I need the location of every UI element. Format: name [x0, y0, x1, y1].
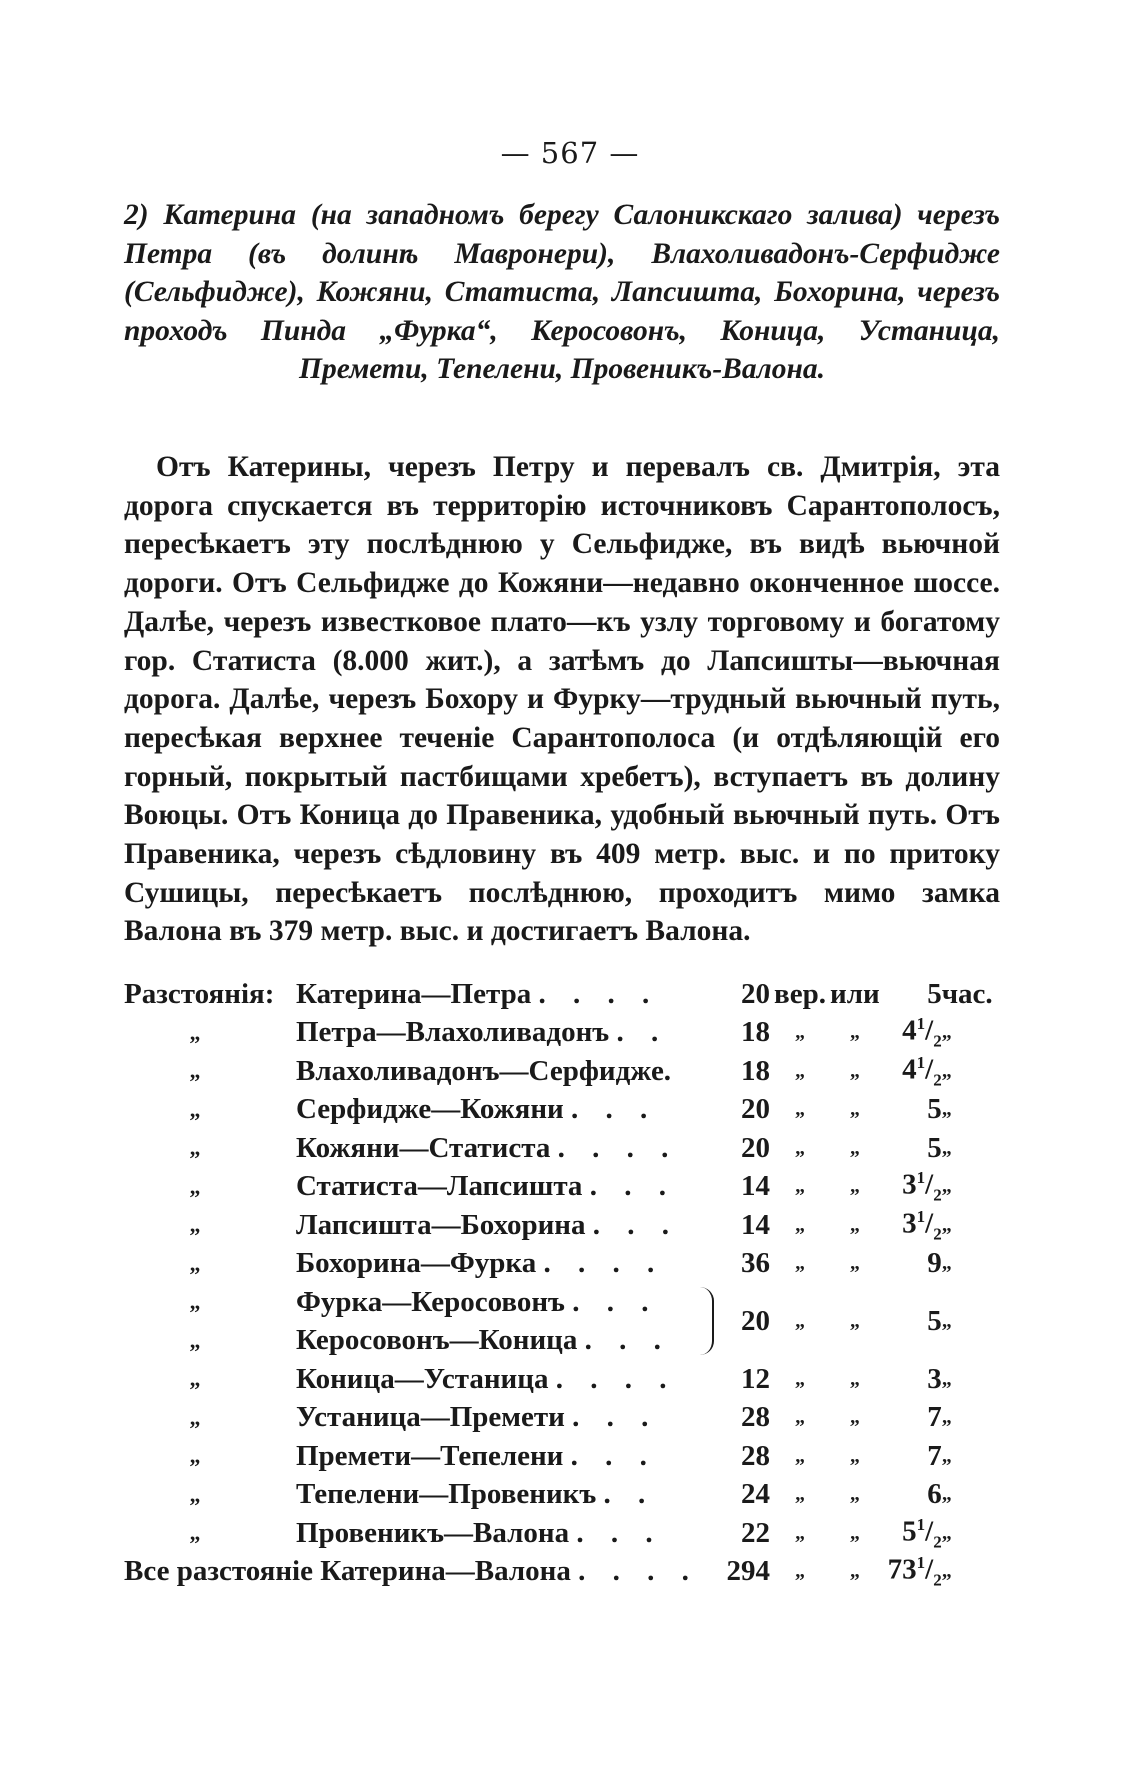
hours-int: 73	[887, 1553, 917, 1586]
ditto-mark: „	[189, 1289, 201, 1315]
segment-name: Тепелени—Провеникъ	[296, 1478, 597, 1511]
page-number: — 567 —	[500, 136, 640, 170]
ditto-mark: „	[941, 1136, 952, 1159]
versts-value: 18	[741, 1054, 770, 1087]
segment-name: Лапсишта—Бохорина	[296, 1208, 586, 1241]
leader-dots: . . . .	[557, 1131, 679, 1164]
route-segment	[296, 1091, 706, 1130]
route-segment	[296, 975, 706, 1014]
ditto-mark: „	[941, 1367, 952, 1390]
leader-dots: . . .	[572, 1401, 659, 1434]
leader-dots: . .	[616, 1016, 669, 1049]
hours-value: 5	[927, 977, 942, 1010]
hours-int: 5	[902, 1515, 917, 1548]
table-row	[124, 1245, 1004, 1284]
versts-value: 28	[741, 1439, 770, 1472]
route-segment	[296, 1514, 706, 1553]
hours-value: 6	[927, 1478, 942, 1511]
route-segment	[296, 1168, 706, 1207]
ditto-mark: „	[795, 1367, 805, 1390]
ditto-mark: „	[189, 1250, 201, 1276]
table-row	[124, 1014, 1004, 1053]
frac-den: 2	[933, 1223, 942, 1243]
versts-value: 14	[741, 1170, 770, 1203]
ditto-mark: „	[849, 1444, 860, 1467]
ditto-mark: „	[795, 1406, 805, 1429]
total-label	[124, 1553, 706, 1592]
ditto-mark: „	[795, 1310, 805, 1332]
versts-value: 28	[741, 1401, 770, 1434]
leader-dots: . . .	[572, 1285, 659, 1318]
segment-name: Керосовонъ—Коница	[296, 1324, 578, 1357]
segment-name: Серфидже—Кожяни	[296, 1093, 564, 1126]
total-hours: $73^1/_2$	[887, 1553, 942, 1590]
versts-value	[706, 1283, 770, 1360]
segment-name: Статиста—Лапсишта	[296, 1170, 583, 1203]
ditto-mark: „	[795, 1175, 805, 1198]
table-row	[124, 1129, 1004, 1168]
route-segment	[296, 1322, 706, 1361]
table-row	[124, 1052, 1004, 1091]
ditto-mark: „	[941, 1059, 952, 1082]
frac-den: 2	[933, 1570, 942, 1590]
ditto-mark: „	[189, 1212, 201, 1238]
hours-value: $3^1/_2$	[902, 1168, 942, 1205]
segment-name: Коница—Устаница	[296, 1362, 549, 1395]
route-segment	[296, 1129, 706, 1168]
versts-value: 14	[741, 1208, 770, 1241]
segment-name: Премети—Тепелени	[296, 1439, 564, 1472]
versts-value: 24	[741, 1478, 770, 1511]
versts-value: 18	[741, 1016, 770, 1049]
leader-dots: . . .	[576, 1516, 663, 1549]
frac-num: 1	[916, 1014, 926, 1034]
hours-int: 4	[902, 1014, 917, 1047]
ditto-mark: „	[941, 1310, 952, 1332]
leader-dots: . . . .	[538, 977, 660, 1010]
frac-den: 2	[933, 1531, 942, 1551]
hours-value: $3^1/_2$	[902, 1206, 942, 1243]
versts-value: 20	[741, 1093, 770, 1126]
ditto-mark: „	[941, 1521, 952, 1544]
hours-value: 5	[927, 1131, 942, 1164]
hours-value: $4^1/_2$	[902, 1052, 942, 1089]
ditto-mark: „	[941, 1021, 952, 1044]
ditto-mark: „	[849, 1175, 860, 1198]
ditto-mark: „	[849, 1521, 860, 1544]
ditto-mark: „	[849, 1367, 860, 1390]
hours-value: $4^1/_2$	[902, 1014, 942, 1051]
hours-value: 9	[927, 1247, 942, 1280]
ditto-mark: „	[849, 1483, 860, 1506]
ditto-mark: „	[849, 1252, 860, 1275]
ditto-mark: „	[189, 1096, 201, 1122]
segment-name: Бохорина—Фурка	[296, 1247, 537, 1280]
table-row	[124, 1476, 1004, 1515]
table-row	[124, 1168, 1004, 1207]
segment-name: Влахоливадонъ—Серфидже.	[296, 1054, 672, 1087]
ditto-mark: „	[189, 1135, 201, 1161]
leader-dots: . . .	[584, 1324, 671, 1357]
versts-value: 12	[741, 1362, 770, 1395]
frac-den: 2	[933, 1069, 942, 1089]
ditto-mark: „	[189, 1058, 201, 1084]
ditto-mark: „	[941, 1444, 952, 1467]
frac-num: 1	[916, 1514, 926, 1534]
frac-den: 2	[933, 1185, 942, 1205]
hours-value: 5	[927, 1093, 942, 1126]
ditto-mark: „	[795, 1098, 805, 1121]
ditto-mark: „	[941, 1406, 952, 1429]
ditto-mark: „	[189, 1481, 201, 1507]
hours-unit: час.	[941, 977, 993, 1010]
segment-name: Фурка—Керосовонъ	[296, 1285, 565, 1318]
versts-unit: вер.	[774, 977, 826, 1010]
hours-value: 5	[927, 1305, 942, 1337]
hours-value: $5^1/_2$	[902, 1514, 942, 1551]
ditto-mark: „	[849, 1021, 860, 1044]
table-row	[124, 1283, 1004, 1322]
route-heading: 2) Катерина (на западномъ берегу Салоникскаго залива) черезъ Петра (въ долинѣ Мавронери), Влахоливадонъ-Серфидже (Сельфидже), Кожяни, Статиста, Лапсишта, Бохорина, черезъ проходъ Пинда „Фурка“, Керосовонъ, Коница, Устаница, Премети, Тепелени, Провеникъ-Валона.	[124, 199, 1000, 386]
leader-dots: . . .	[571, 1093, 658, 1126]
ditto-mark: „	[795, 1021, 805, 1044]
segment-name: Кожяни—Статиста	[296, 1131, 551, 1164]
hours-int: 3	[902, 1168, 917, 1201]
frac-num: 1	[916, 1553, 926, 1573]
ditto-mark: „	[189, 1443, 201, 1469]
versts-value: 36	[741, 1247, 770, 1280]
ditto-mark: „	[795, 1136, 805, 1159]
ditto-mark: „	[941, 1098, 952, 1121]
segment-name: Провеникъ—Валона	[296, 1516, 570, 1549]
leader-dots: . . .	[589, 1170, 676, 1203]
total-versts: 294	[726, 1555, 770, 1588]
versts-value: 22	[741, 1516, 770, 1549]
frac-num: 1	[916, 1168, 926, 1188]
ditto-mark: „	[941, 1560, 952, 1583]
ditto-mark: „	[189, 1366, 201, 1392]
leader-dots: . . .	[592, 1208, 679, 1241]
route-segment	[296, 1052, 706, 1091]
table-row	[124, 1091, 1004, 1130]
distances-label: Разстоянія:	[124, 977, 275, 1010]
segment-name: Устаница—Премети	[296, 1401, 565, 1434]
ditto-mark: „	[849, 1310, 860, 1332]
hours-int: 4	[902, 1053, 917, 1086]
route-segment	[296, 1245, 706, 1284]
table-row	[124, 1399, 1004, 1438]
ditto-mark: „	[189, 1327, 201, 1353]
leader-dots: . . .	[570, 1439, 657, 1472]
hours-value: 7	[927, 1439, 942, 1472]
route-description: Отъ Катерины, черезъ Петру и перевалъ св. Дмитрія, эта дорога спускается въ территорію источниковъ Сарантополосъ, пересѣкаетъ эту послѣднюю у Сельфидже, въ видѣ вьючной дороги. Отъ Сельфидже до Кожяни—недавно оконченное шоссе. Далѣе, черезъ известковое плато—къ узлу торговому и богатому гор. Статиста (8.000 жит.), а затѣмъ до Лапсишты—вьючная дорога. Далѣе, черезъ Бохору и Фурку—трудный вьючный путь, пересѣкая верхнее теченіе Сарантополоса (и отдѣляющій его горный, покрытый пастбищами хребетъ), вступаетъ въ долину Воюцы. Отъ Коница до Правеника, удобный вьючный путь. Отъ Правеника, черезъ сѣдловину въ 409 метр. выс. и по притоку Сушицы, пересѣкаетъ послѣднюю, проходитъ мимо замка Валона въ 379 метр. выс. и достигаетъ Валона.	[124, 451, 1000, 948]
ditto-mark: „	[941, 1175, 952, 1198]
brace-icon	[698, 1287, 714, 1355]
frac-num: 1	[916, 1206, 926, 1226]
frac-num: 1	[916, 1052, 926, 1072]
ditto-mark: „	[795, 1059, 805, 1082]
total-text: Все разстояніе Катерина—Валона	[124, 1555, 571, 1588]
route-segment	[296, 1360, 706, 1399]
connector-word: или	[830, 977, 880, 1010]
ditto-mark: „	[795, 1560, 805, 1583]
route-segment	[296, 1437, 706, 1476]
route-segment	[296, 1399, 706, 1438]
ditto-mark: „	[941, 1213, 952, 1236]
ditto-mark: „	[189, 1019, 201, 1045]
ditto-mark: „	[189, 1404, 201, 1430]
ditto-mark: „	[795, 1483, 805, 1506]
ditto-mark: „	[795, 1521, 805, 1544]
route-segment	[296, 1476, 706, 1515]
versts-value: 20	[741, 1131, 770, 1164]
hours-value: 7	[927, 1401, 942, 1434]
segment-name: Петра—Влахоливадонъ	[296, 1016, 610, 1049]
ditto-mark: „	[941, 1483, 952, 1506]
ditto-mark: „	[849, 1136, 860, 1159]
ditto-mark: „	[189, 1520, 201, 1546]
ditto-mark: „	[849, 1098, 860, 1121]
ditto-mark: „	[849, 1560, 860, 1583]
ditto-mark: „	[849, 1059, 860, 1082]
route-segment	[296, 1206, 706, 1245]
route-segment	[296, 1283, 706, 1322]
leader-dots: . .	[603, 1478, 656, 1511]
ditto-mark: „	[795, 1213, 805, 1236]
table-row	[124, 1360, 1004, 1399]
hours-value: 3	[927, 1362, 942, 1395]
leader-dots: . . . .	[555, 1362, 677, 1395]
ditto-mark: „	[795, 1444, 805, 1467]
table-row	[124, 1514, 1004, 1553]
total-row	[124, 1553, 1004, 1592]
table-row	[124, 1206, 1004, 1245]
table-row	[124, 975, 1004, 1014]
hours-int: 3	[902, 1207, 917, 1240]
route-segment	[296, 1014, 706, 1053]
distance-table	[124, 975, 1004, 1591]
leader-dots: . . . .	[578, 1555, 699, 1588]
ditto-mark: „	[849, 1406, 860, 1429]
versts-number: 20	[741, 1305, 770, 1337]
leader-dots: . . . .	[543, 1247, 665, 1280]
ditto-mark: „	[189, 1173, 201, 1199]
frac-den: 2	[933, 1031, 942, 1051]
ditto-mark: „	[941, 1252, 952, 1275]
ditto-mark: „	[849, 1213, 860, 1236]
segment-name: Катерина—Петра	[296, 977, 532, 1010]
ditto-mark: „	[795, 1252, 805, 1275]
versts-value: 20	[741, 977, 770, 1010]
table-row	[124, 1437, 1004, 1476]
